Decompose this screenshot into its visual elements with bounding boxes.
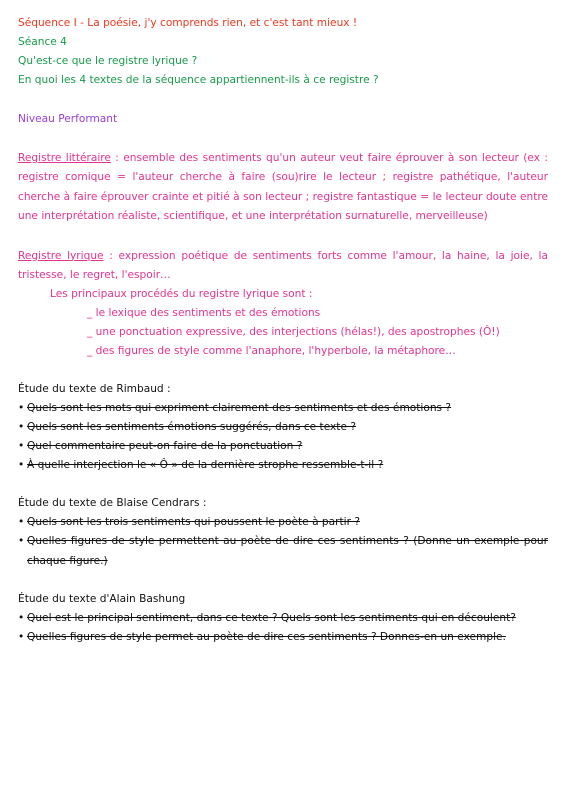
etude-cendrars-title: Étude du texte de Blaise Cendrars :	[18, 497, 207, 510]
list-item: • Quel commentaire peut-on faire de la ponctuation ?	[18, 437, 548, 456]
list-item: • Quelles figures de style permet au poète de dire ces sentiments ? Donnes-en un exemple.	[18, 628, 548, 647]
registre-lyrique-paragraph	[18, 247, 548, 286]
list-item: • Quels sont les trois sentiments qui poussent le poète à partir ?	[18, 513, 548, 532]
document-page	[18, 14, 548, 647]
seance-title: Séance 4	[18, 36, 67, 48]
registre-lyrique-term: Registre lyrique	[18, 249, 104, 262]
list-item: • À quelle interjection le « Ô » de la dernière strophe ressemble-t-il ?	[18, 456, 548, 475]
bullet-icon: •	[18, 631, 25, 644]
bullet-icon: •	[18, 440, 25, 453]
registre-litteraire-term: Registre littéraire	[18, 152, 111, 164]
registre-litteraire-paragraph	[18, 149, 548, 227]
procedes-intro: Les principaux procédés du registre lyrique sont :	[50, 288, 313, 301]
etude-rimbaud-title: Étude du texte de Rimbaud :	[18, 383, 171, 396]
list-item: • Quels sont les sentiments émotions suggérés, dans ce texte ?	[18, 418, 548, 437]
level-label: Niveau Performant	[18, 113, 118, 125]
etude-bashung-title: Étude du texte d'Alain Bashung	[18, 593, 186, 606]
registre-litteraire-definition: : ensemble des sentiments qu'un auteur veut faire éprouver à son lecteur (ex : registre comique = l'auteur cherche à faire (sou)rire le lecteur ; registre pathétique, l'auteur cherche à faire éprouver crainte et pitié à son lecteur ; registre fantastique = le lecteur doute entre une interprétation réaliste, scientifique, et une interprétation surnaturelle, merveilleuse)	[18, 152, 548, 223]
procede-item: _ des figures de style comme l'anaphore, l'hyperbole, la métaphore…	[87, 345, 456, 358]
list-item: • Quel est le principal sentiment, dans ce texte ? Quels sont les sentiments qui en découlent?	[18, 609, 548, 628]
question-two: En quoi les 4 textes de la séquence appartiennent-ils à ce registre ?	[18, 74, 379, 86]
procede-item: _ le lexique des sentiments et des émotions	[87, 307, 321, 320]
bullet-icon: •	[18, 516, 25, 529]
bullet-icon: •	[18, 402, 25, 415]
bullet-icon: •	[18, 535, 25, 548]
list-item: • Quels sont les mots qui expriment clairement des sentiments et des émotions ?	[18, 399, 548, 418]
bullet-icon: •	[18, 421, 25, 434]
registre-lyrique-definition: : expression poétique de sentiments forts comme l'amour, la haine, la joie, la tristesse, le regret, l'espoir…	[18, 249, 548, 282]
bullet-icon: •	[18, 612, 25, 625]
question-one: Qu'est-ce que le registre lyrique ?	[18, 55, 198, 67]
procede-item: _ une ponctuation expressive, des interjections (hélas!), des apostrophes (Ô!)	[87, 326, 500, 339]
list-item: • Quelles figures de style permettent au poète de dire ces sentiments ? (Donne un exemple pour chaque figure.)	[18, 532, 548, 571]
bullet-icon: •	[18, 459, 25, 472]
sequence-title: Séquence I - La poésie, j'y comprends rien, et c'est tant mieux !	[18, 17, 358, 29]
